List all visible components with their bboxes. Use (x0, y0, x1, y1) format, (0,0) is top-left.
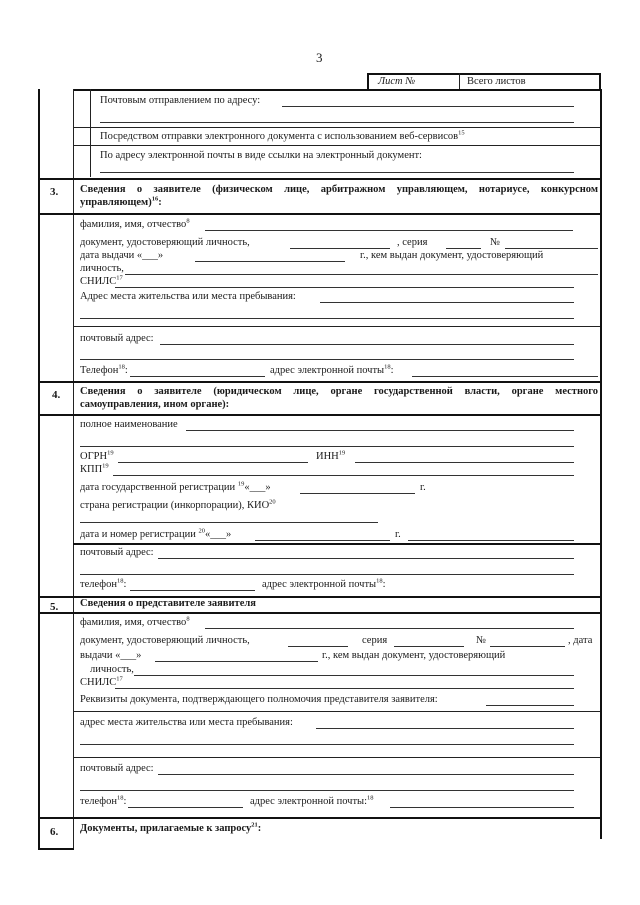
page-number: 3 (316, 50, 323, 65)
s3-phone-field[interactable] (130, 376, 265, 377)
section4-top-border (38, 381, 601, 383)
section3-top-border (38, 178, 601, 180)
s3-snils-label: СНИЛС$^{17}$ (80, 274, 123, 287)
header-divider (459, 73, 460, 90)
section6-title: Документы, прилагаемые к запросу$^{21}$: (80, 821, 262, 834)
row-divider (73, 543, 601, 545)
delivery-post-field[interactable] (282, 106, 574, 107)
s5-doc-field[interactable] (288, 646, 348, 647)
s4-regnum-field-2[interactable] (408, 540, 574, 541)
s3-fio-label: фамилия, имя, отчество$^8$ (80, 217, 190, 230)
s4-kpp-label: КПП$^{19}$ (80, 462, 109, 475)
s5-fio-field[interactable] (205, 628, 574, 629)
s3-email-field[interactable] (412, 376, 598, 377)
s4-inn-field[interactable] (355, 462, 574, 463)
s3-series-label: , серия (397, 237, 428, 248)
s5-doc-label: документ, удостоверяющий личность, (80, 635, 250, 646)
s3-issued-by-label: г., кем выдан документ, удостоверяющий (360, 250, 544, 261)
table-left-border (38, 89, 40, 849)
delivery-post-field-2[interactable] (100, 122, 574, 123)
s3-phone-label: Телефон$^{18}$: (80, 363, 128, 376)
total-sheets-label: Всего листов (467, 76, 526, 87)
s4-postal-field[interactable] (158, 558, 574, 559)
s5-issued-label: выдачи «___» (80, 650, 142, 661)
s5-date-tail: , дата (568, 635, 593, 646)
s4-ogrn-field[interactable] (118, 462, 308, 463)
s5-snils-label: СНИЛС$^{17}$ (80, 675, 123, 688)
s5-snils-field[interactable] (115, 688, 574, 689)
s5-postal-field-2[interactable] (80, 790, 574, 791)
row-divider (73, 711, 600, 712)
s4-fullname-field-2[interactable] (80, 446, 574, 447)
s3-snils-field[interactable] (115, 287, 574, 288)
s5-authority-label: Реквизиты документа, подтверждающего полномочия представителя заявителя: (80, 694, 438, 705)
s3-address-label: Адрес места жительства или места пребывания: (80, 291, 296, 302)
row-divider (73, 127, 600, 128)
table-number-col-border (73, 89, 74, 849)
s4-ogrn-label: ОГРН$^{19}$ (80, 449, 114, 462)
s3-identity-field[interactable] (125, 274, 598, 275)
s4-postal-label: почтовый адрес: (80, 547, 154, 558)
s3-doc-field[interactable] (290, 248, 390, 249)
section3-title-border (38, 213, 601, 215)
s4-phone-field[interactable] (130, 590, 255, 591)
s4-regnum-label: дата и номер регистрации $^{20}$«___» (80, 527, 232, 540)
s3-address-field[interactable] (320, 302, 574, 303)
s5-address-label: адрес места жительства или места пребывания: (80, 717, 293, 728)
row-divider (73, 326, 600, 327)
s4-country-label: страна регистрации (инкорпорации), КИО$^{20}$ (80, 498, 276, 511)
s3-address-field-2[interactable] (80, 318, 574, 319)
s3-email-label: адрес электронной почты$^{18}$: (270, 363, 394, 376)
section4-title: Сведения о заявителе (юридическом лице, органе государственной власти, органе местного самоуправления, ином органе): (80, 386, 598, 410)
s4-regdate-year: г. (420, 482, 426, 493)
s5-address-field-2[interactable] (80, 744, 574, 745)
s5-postal-label: почтовый адрес: (80, 763, 154, 774)
header-top-border (367, 73, 600, 75)
s5-identity-field[interactable] (134, 675, 574, 676)
s3-identity-label: личность, (80, 263, 124, 274)
s5-postal-field[interactable] (158, 774, 574, 775)
section5-number: 5. (50, 601, 59, 613)
s5-issued-month-field[interactable] (155, 661, 318, 662)
s5-email-field[interactable] (390, 807, 574, 808)
checkbox-col-border (90, 89, 91, 177)
s3-issued-label: дата выдачи «___» (80, 250, 164, 261)
s4-fullname-label: полное наименование (80, 419, 178, 430)
section3-title: Сведения о заявителе (физическом лице, арбитражном управляющем, нотариусе, конкурсном управляющем)$^{16}$: (80, 184, 598, 208)
s4-regdate-field[interactable] (300, 493, 415, 494)
sheet-number-label: Лист № (378, 76, 416, 87)
section6-number: 6. (50, 826, 59, 838)
header-left-border (367, 73, 369, 90)
s3-postal-field-2[interactable] (80, 359, 574, 360)
s3-num-field[interactable] (505, 248, 598, 249)
s3-num-label: № (490, 237, 501, 248)
header-right-border (599, 73, 601, 90)
s5-email-label: адрес электронной почты:$^{18}$ (250, 794, 374, 807)
s5-address-field[interactable] (316, 728, 574, 729)
table-right-border (600, 89, 602, 839)
s5-phone-field[interactable] (128, 807, 243, 808)
s4-regnum-field[interactable] (255, 540, 390, 541)
s3-issued-month-field[interactable] (195, 261, 345, 262)
delivery-email-field[interactable] (100, 172, 574, 173)
s4-postal-field-2[interactable] (80, 574, 574, 575)
section4-number: 4. (52, 389, 61, 401)
row-divider (73, 757, 600, 758)
s5-num-field[interactable] (490, 646, 565, 647)
s3-postal-field[interactable] (160, 344, 574, 345)
s4-country-field[interactable] (80, 522, 378, 523)
s3-series-field[interactable] (446, 248, 481, 249)
delivery-web-label: Посредством отправки электронного документа с использованием веб-сервисов$^{15}$ (100, 129, 465, 142)
s5-authority-field[interactable] (486, 705, 574, 706)
s4-regnum-year: г. (395, 529, 401, 540)
s5-fio-label: фамилия, имя, отчество$^8$ (80, 615, 190, 628)
s5-series-label: серия (362, 635, 388, 646)
s4-regdate-label: дата государственной регистрации $^{19}$«___» (80, 480, 271, 493)
row-divider (73, 145, 600, 146)
section5-title: Сведения о представителе заявителя (80, 598, 256, 609)
delivery-email-label: По адресу электронной почты в виде ссылки на электронный документ: (100, 150, 422, 161)
s4-fullname-field[interactable] (186, 430, 574, 431)
s4-phone-label: телефон$^{18}$: (80, 577, 127, 590)
table-top-border (73, 89, 601, 91)
delivery-post-label: Почтовым отправлением по адресу: (100, 95, 261, 106)
s3-fio-field[interactable] (205, 230, 573, 231)
section6-bottom-border (38, 848, 74, 850)
section5-title-border (38, 612, 601, 614)
section6-top-border (38, 817, 601, 819)
s5-series-field[interactable] (394, 646, 464, 647)
section4-title-border (38, 414, 601, 416)
s4-inn-label: ИНН$^{19}$ (316, 449, 346, 462)
s4-email-label: адрес электронной почты$^{18}$: (262, 577, 386, 590)
s4-kpp-field[interactable] (113, 475, 574, 476)
s3-doc-label: документ, удостоверяющий личность, (80, 237, 250, 248)
section3-number: 3. (50, 186, 59, 198)
s5-issued-by-label: г., кем выдан документ, удостоверяющий (322, 650, 506, 661)
s5-identity-label: личность, (90, 664, 134, 675)
s5-num-label: № (476, 635, 487, 646)
s3-postal-label: почтовый адрес: (80, 333, 154, 344)
s5-phone-label: телефон$^{18}$: (80, 794, 127, 807)
